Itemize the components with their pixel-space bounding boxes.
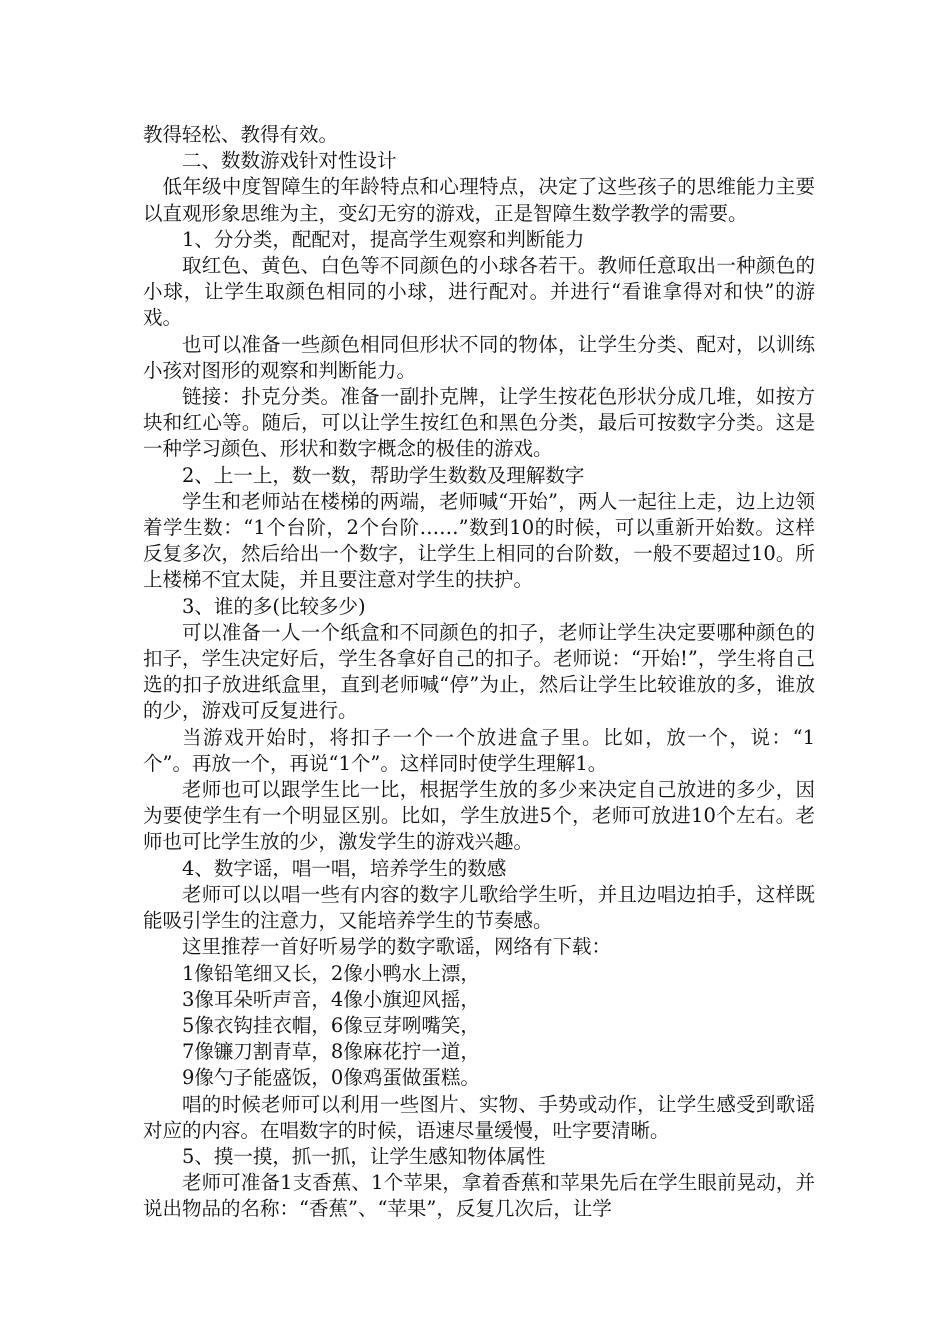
- subsection-heading: 4、数字谣，唱一唱，培养学生的数感: [182, 856, 507, 880]
- song-line: 1像铅笔细又长，2像小鸭水上漂，: [182, 961, 480, 985]
- paragraph: 链接：扑克分类。准备一副扑克牌，让学生按花色形状分成几堆，如按方块和红心等。随后，可以让学生按红色和黑色分类，最后可按数字分类。这是一种学习颜色、形状和数字概念的极佳的游戏。: [143, 385, 815, 461]
- paragraph: 当游戏开始时，将扣子一个一个放进盒子里。比如，放一个，说：“1个”。再放一个，再说“1个”。这样同时使学生理解1。: [143, 725, 815, 775]
- paragraph: 老师也可以跟学生比一比，根据学生放的多少来决定自己放进的多少，因为要使学生有一个明显区别。比如，学生放进5个，老师可放进10个左右。老师也可比学生放的少，激发学生的游戏兴趣。: [143, 778, 815, 854]
- paragraph: 老师可以以唱一些有内容的数字儿歌给学生听，并且边唱边拍手，这样既能吸引学生的注意力，又能培养学生的节奏感。: [143, 882, 815, 933]
- paragraph: 教得轻松、教得有效。: [143, 123, 339, 146]
- song-line: 9像勺子能盛饭，0像鸡蛋做蛋糕。: [182, 1066, 480, 1090]
- paragraph: 这里推荐一首好听易学的数字歌谣，网络有下载：: [182, 935, 612, 959]
- song-line: 5像衣钩挂衣帽，6像豆芽咧嘴笑，: [182, 1013, 480, 1037]
- subsection-heading: 1、分分类，配配对，提高学生观察和判断能力: [182, 227, 585, 251]
- subsection-heading: 2、上一上，数一数，帮助学生数数及理解数字: [182, 463, 585, 487]
- section-heading: 二、数数游戏针对性设计: [182, 149, 397, 173]
- song-line: 3像耳朵听声音，4像小旗迎风摇，: [182, 987, 480, 1011]
- subsection-heading: 3、谁的多(比较多少): [182, 594, 366, 618]
- paragraph: 低年级中度智障生的年龄特点和心理特点，决定了这些孩子的思维能力主要以直观形象思维为主，变幻无穷的游戏，正是智障生数学教学的需要。: [143, 175, 815, 225]
- paragraph: 学生和老师站在楼梯的两端，老师喊“开始”，两人一起往上走，边上边领着学生数：“1个台阶，2个台阶……”数到10的时候，可以重新开始数。这样反复多次，然后给出一个数字，让学生上相同的台阶数，一般不要超过10。所上楼梯不宜太陡，并且要注意对学生的扶护。: [143, 489, 815, 592]
- paragraph: 取红色、黄色、白色等不同颜色的小球各若干。教师任意取出一种颜色的小球，让学生取颜色相同的小球，进行配对。并进行“看谁拿得对和快”的游戏。: [143, 254, 815, 330]
- paragraph: 唱的时候老师可以利用一些图片、实物、手势或动作，让学生感受到歌谣对应的内容。在唱数字的时候，语速尽量缓慢，吐字要清晰。: [143, 1092, 815, 1142]
- document-body: [143, 122, 815, 1223]
- subsection-heading: 5、摸一摸，抓一抓，让学生感知物体属性: [182, 1144, 546, 1168]
- paragraph: 可以准备一人一个纸盒和不同颜色的扣子，老师让学生决定要哪种颜色的扣子，学生决定好后，学生各拿好自己的扣子。老师说：“开始!”，学生将自己选的扣子放进纸盒里，直到老师喊“停”为止，然后让学生比较谁放的多，谁放的少，游戏可反复进行。: [143, 620, 815, 723]
- paragraph: 老师可准备1支香蕉、1个苹果，拿着香蕉和苹果先后在学生眼前晃动，并说出物品的名称：“香蕉”、“苹果”，反复几次后，让学: [143, 1171, 815, 1221]
- paragraph: 也可以准备一些颜色相同但形状不同的物体，让学生分类、配对，以训练小孩对图形的观察和判断能力。: [143, 332, 815, 382]
- song-line: 7像镰刀割青草，8像麻花拧一道，: [182, 1040, 480, 1064]
